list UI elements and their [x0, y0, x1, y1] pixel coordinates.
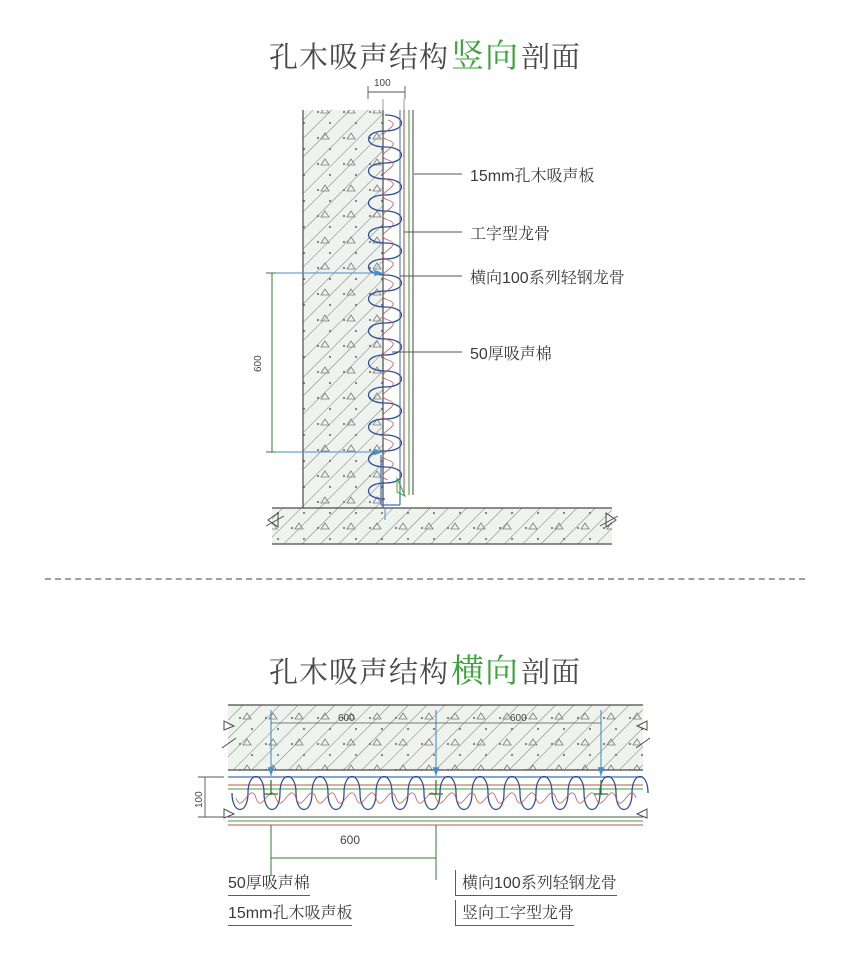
- callout-ijoist-vertical: 工字型龙骨: [470, 226, 551, 243]
- title-prefix-vertical: 孔木吸声结构: [268, 42, 449, 74]
- dim-wall-thickness-vertical: 100: [374, 78, 391, 89]
- dim-stud-spacing-vertical: 600: [253, 355, 264, 372]
- callout-track-vertical: 横向100系列轻钢龙骨: [470, 270, 625, 287]
- callout-ijoist-horizontal: 竖向工字型龙骨: [455, 900, 574, 926]
- title-highlight-vertical: 竖向: [451, 37, 519, 74]
- title-highlight-horizontal: 横向: [451, 652, 519, 689]
- dim-cavity-depth-horizontal: 100: [194, 791, 205, 808]
- callout-insulation-horizontal: 50厚吸声棉: [228, 870, 310, 896]
- callout-insulation-vertical: 50厚吸声棉: [470, 346, 552, 363]
- dim-spacing-right-horizontal: 600: [510, 713, 527, 724]
- callout-panel-horizontal: 15mm孔木吸声板: [228, 900, 352, 926]
- title-suffix-horizontal: 剖面: [521, 657, 582, 689]
- callout-panel-vertical: 15mm孔木吸声板: [470, 168, 595, 185]
- horizontal-section-drawing: [0, 580, 850, 971]
- title-suffix-vertical: 剖面: [521, 42, 582, 74]
- callout-track-horizontal: 横向100系列轻钢龙骨: [455, 870, 617, 896]
- dim-spacing-left-horizontal: 600: [338, 713, 355, 724]
- title-prefix-horizontal: 孔木吸声结构: [268, 657, 449, 689]
- dim-stud-spacing-horizontal: 600: [340, 833, 361, 847]
- horizontal-section-panel: [0, 580, 850, 971]
